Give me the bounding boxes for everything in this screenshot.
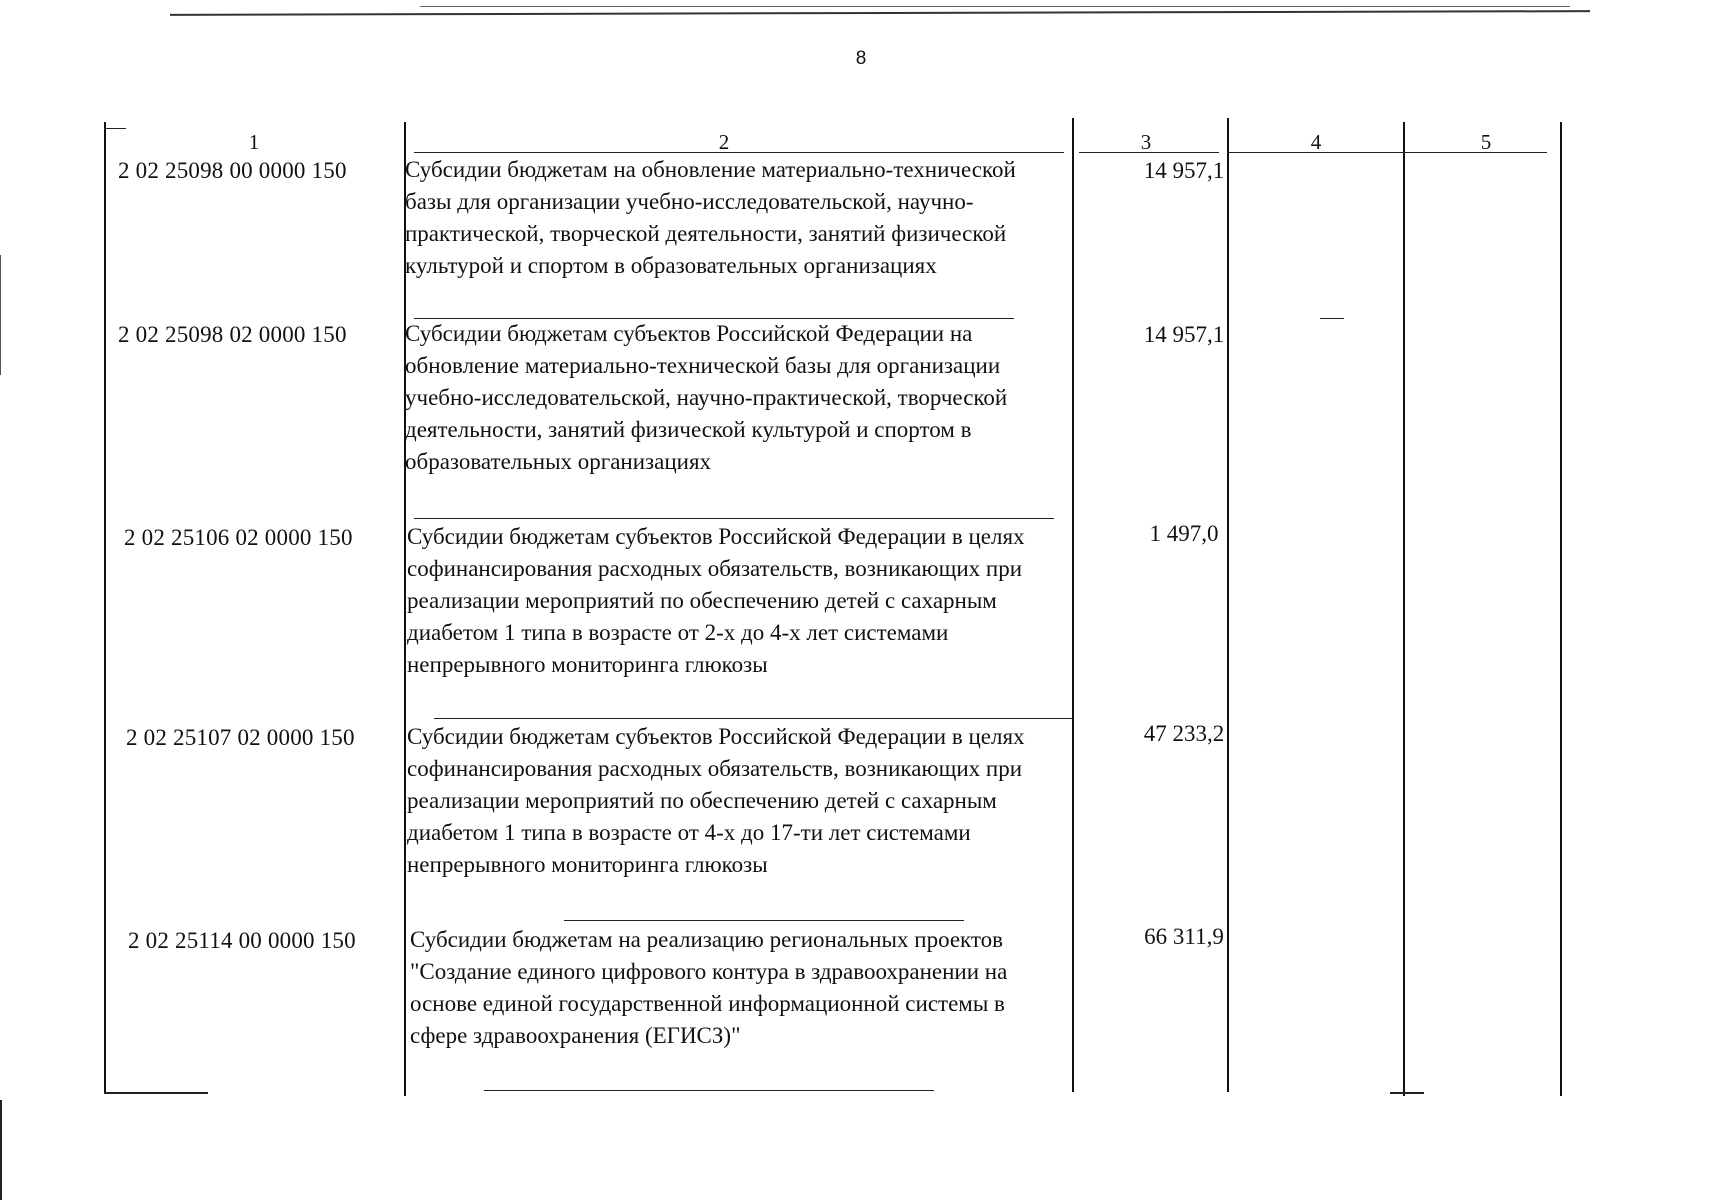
scan-edge-mark: [0, 255, 1, 375]
header-col-3: 3: [1140, 130, 1152, 154]
row-description: Субсидии бюджетам субъектов Российской Федерации в целях софинансирования расходных обязательств, возникающих при реализации мероприятий по обеспечению детей с сахарным диабетом 1 типа в возрасте от 4-х до 17-ти лет системами непрерывного мониторинга глюкозы: [407, 724, 1025, 877]
row-description: Субсидии бюджетам на обновление материально-технической базы для организации учебно-исследовательской, научно-практической, творческой деятельности, занятий физической культурой и спортом в образовательных организациях: [405, 157, 1016, 278]
row-code: 2 02 25107 02 0000 150: [126, 725, 355, 750]
row-code: 2 02 25106 02 0000 150: [124, 525, 353, 550]
row-code: 2 02 25098 02 0000 150: [118, 322, 347, 347]
budget-table: [104, 122, 1562, 1096]
row-amount: 66 311,9: [1144, 924, 1224, 949]
row-amount: 14 957,1: [1143, 322, 1225, 347]
row-description: Субсидии бюджетам субъектов Российской Федерации в целях софинансирования расходных обязательств, возникающих при реализации мероприятий по обеспечению детей с сахарным диабетом 1 типа в возрасте от 2-х до 4-х лет системами непрерывного мониторинга глюкозы: [407, 524, 1025, 677]
row-description: Субсидии бюджетам субъектов Российской Федерации на обновление материально-технической базы для организации учебно-исследовательской, научно-практической, творческой деятельности, занятий физической культурой и спортом в образовательных организациях: [405, 321, 1008, 474]
column-border-right: [1560, 122, 1562, 1096]
bottom-border-fragment: [104, 1092, 208, 1094]
header-col-5: 5: [1480, 130, 1492, 154]
scan-artifact-line: [170, 10, 1590, 16]
bottom-border-fragment: [1390, 1092, 1424, 1094]
header-col-2: 2: [718, 130, 730, 154]
scan-artifact-line: [420, 6, 1570, 7]
header-tick: [104, 128, 126, 129]
row-separator: [564, 920, 964, 921]
column-border-4-5: [1403, 122, 1405, 1096]
row-amount: 47 233,2: [1143, 721, 1225, 746]
page-number: 8: [855, 48, 867, 69]
row-code: 2 02 25114 00 0000 150: [128, 928, 356, 953]
row-amount: 14 957,1: [1143, 158, 1225, 183]
row-amount: 1 497,0: [1149, 521, 1219, 546]
row-description: Субсидии бюджетам на реализацию региональных проектов "Создание единого цифрового контура в здравоохранении на основе единой государственной информационной системы в сфере здравоохранения (ЕГИСЗ)": [410, 927, 1008, 1048]
column-border-left: [104, 122, 106, 1092]
row-code: 2 02 25098 00 0000 150: [118, 158, 347, 183]
row-separator: [414, 518, 1054, 519]
row-separator: [484, 1090, 934, 1091]
dash-mark: [1320, 318, 1344, 319]
scan-edge-mark: [0, 1100, 2, 1200]
row-separator: [434, 718, 1074, 719]
header-col-4: 4: [1310, 130, 1322, 154]
header-col-1: 1: [248, 130, 260, 154]
